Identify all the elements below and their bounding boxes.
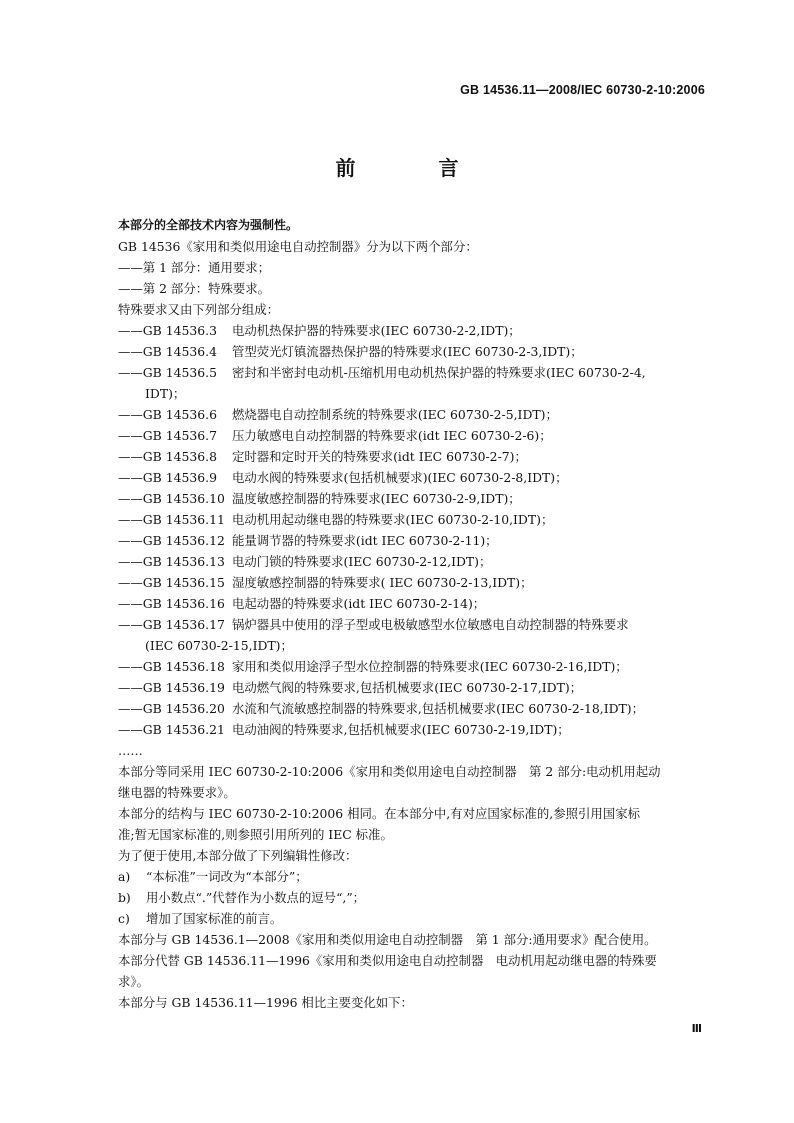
part-title: 电起动器的特殊要求(idt IEC 60730-2-14)； <box>232 596 486 611</box>
part-title: 湿度敏感控制器的特殊要求( IEC 60730-2-13,IDT)； <box>232 575 533 590</box>
part-title: 电动油阀的特殊要求,包括机械要求(IEC 60730-2-19,IDT)； <box>232 722 570 737</box>
edits-list <box>118 866 708 929</box>
part-number: ——GB 14536.15 <box>118 575 225 590</box>
foreword-content <box>118 215 708 1013</box>
part-item <box>118 551 708 572</box>
part-title: 管型荧光灯镇流器热保护器的特殊要求(IEC 60730-2-3,IDT)； <box>232 344 583 359</box>
part-item <box>118 656 708 677</box>
part-item <box>118 320 708 341</box>
series-statement: GB 14536《家用和类似用途电自动控制器》分为以下两个部分： <box>118 239 478 254</box>
edit-label: a) <box>118 869 131 884</box>
page-title: 前 言 <box>335 156 497 180</box>
part-title: 燃烧器电自动控制系统的特殊要求(IEC 60730-2-5,IDT)； <box>232 407 558 422</box>
part-title: 水流和气流敏感控制器的特殊要求,包括机械要求(IEC 60730-2-18,IDT)； <box>232 701 645 716</box>
edits-intro: 为了便于使用,本部分做了下列编辑性修改： <box>118 848 358 863</box>
equivalence-line-1 <box>118 761 708 782</box>
part-title: 定时器和定时开关的特殊要求(idt IEC 60730-2-7)； <box>232 449 527 464</box>
part-item <box>118 467 708 488</box>
part-item <box>118 488 708 509</box>
part-number: ——GB 14536.13 <box>118 554 225 569</box>
series-part-1: ——第 1 部分：通用要求； <box>118 260 271 275</box>
ellipsis: …… <box>118 743 143 758</box>
special-intro: 特殊要求又由下列部分组成： <box>118 302 280 317</box>
part-title: 电动门锁的特殊要求(IEC 60730-2-12,IDT)； <box>232 554 492 569</box>
equivalence-line-2: 继电器的特殊要求》。 <box>118 785 236 800</box>
edit-label: c) <box>118 911 130 926</box>
part-title: 电动水阀的特殊要求(包括机械要求)(IEC 60730-2-8,IDT)； <box>232 470 568 485</box>
part-number: ——GB 14536.12 <box>118 533 225 548</box>
part-item <box>118 425 708 446</box>
part-title-continuation: IDT)； <box>145 386 186 401</box>
part-number: ——GB 14536.3 <box>118 323 217 338</box>
part-item <box>118 719 708 740</box>
edit-text: 增加了国家标准的前言。 <box>146 911 283 926</box>
part-title: 电动机热保护器的特殊要求(IEC 60730-2-2,IDT)； <box>232 323 521 338</box>
part-title: 电动燃气阀的特殊要求,包括机械要求(IEC 60730-2-17,IDT)； <box>232 680 583 695</box>
document-header-code: GB 14536.11—2008/IEC 60730-2-10:2006 <box>460 83 705 97</box>
part-item <box>118 677 708 698</box>
part-number: ——GB 14536.17 <box>118 617 225 632</box>
part-number: ——GB 14536.6 <box>118 407 217 422</box>
part-title: 压力敏感电自动控制器的特殊要求(idt IEC 60730-2-6)； <box>232 428 552 443</box>
part-number: ——GB 14536.19 <box>118 680 225 695</box>
mandatory-statement: 本部分的全部技术内容为强制性。 <box>118 218 299 232</box>
replaces-line-1: 本部分代替 GB 14536.11—1996《家用和类似用途电自动控制器 电动机用起动继电器的特殊要 <box>118 953 657 968</box>
part-number: ——GB 14536.10 <box>118 491 225 506</box>
page-number: Ⅲ <box>691 1022 702 1035</box>
parts-list <box>118 320 708 740</box>
replaces-line-2: 求》。 <box>118 974 149 989</box>
use-with-statement: 本部分与 GB 14536.1—2008《家用和类似用途电自动控制器 第 1 部分:通用要求》配合使用。 <box>118 932 657 947</box>
part-number: ——GB 14536.21 <box>118 722 225 737</box>
part-title-continuation: (IEC 60730-2-15,IDT)； <box>145 638 293 653</box>
part-number: ——GB 14536.7 <box>118 428 217 443</box>
part-number: ——GB 14536.4 <box>118 344 217 359</box>
part-title: 家用和类似用途浮子型水位控制器的特殊要求(IEC 60730-2-16,IDT)； <box>232 659 628 674</box>
part-number: ——GB 14536.16 <box>118 596 225 611</box>
part-item <box>118 593 708 614</box>
part-number: ——GB 14536.9 <box>118 470 217 485</box>
structure-line-1: 本部分的结构与 IEC 60730-2-10:2006 相同。在本部分中,有对应国家标准的,参照引用国家标 <box>118 806 640 821</box>
part-title: 温度敏感控制器的特殊要求(IEC 60730-2-9,IDT)； <box>232 491 521 506</box>
part-item <box>118 362 708 383</box>
part-title: 密封和半密封电动机-压缩机用电动机热保护器的特殊要求(IEC 60730-2-4, <box>232 365 646 380</box>
part-item <box>118 509 708 530</box>
series-part-2: ——第 2 部分：特殊要求。 <box>118 281 271 296</box>
edit-label: b) <box>118 890 131 905</box>
part-title: 能量调节器的特殊要求(idt IEC 60730-2-11)； <box>232 533 498 548</box>
changes-statement: 本部分与 GB 14536.11—1996 相比主要变化如下： <box>118 995 413 1010</box>
part-number: ——GB 14536.18 <box>118 659 225 674</box>
part-title: 电动机用起动继电器的特殊要求(IEC 60730-2-10,IDT)； <box>232 512 554 527</box>
equivalence-text-1: 本部分等同采用 IEC 60730-2-10:2006《家用和类似用途电自动控制器 第 2 部分:电动机用起动 <box>118 764 661 779</box>
edit-item <box>118 887 708 908</box>
part-item <box>118 446 708 467</box>
structure-line-2: 准;暂无国家标准的,则参照引用所列的 IEC 标准。 <box>118 827 393 842</box>
part-number: ——GB 14536.8 <box>118 449 217 464</box>
edit-text: 用小数点“.”代替作为小数点的逗号“,”； <box>146 890 366 905</box>
part-item <box>118 404 708 425</box>
part-item <box>118 530 708 551</box>
edit-item <box>118 866 708 887</box>
part-number: ——GB 14536.11 <box>118 512 225 527</box>
part-item <box>118 341 708 362</box>
edit-text: “本标准”一词改为“本部分”； <box>146 869 308 884</box>
part-title: 锅炉器具中使用的浮子型或电极敏感型水位敏感电自动控制器的特殊要求 <box>232 617 629 632</box>
edit-item <box>118 908 708 929</box>
part-number: ——GB 14536.20 <box>118 701 225 716</box>
part-item <box>118 698 708 719</box>
part-item <box>118 614 708 635</box>
part-item <box>118 572 708 593</box>
part-number: ——GB 14536.5 <box>118 365 217 380</box>
